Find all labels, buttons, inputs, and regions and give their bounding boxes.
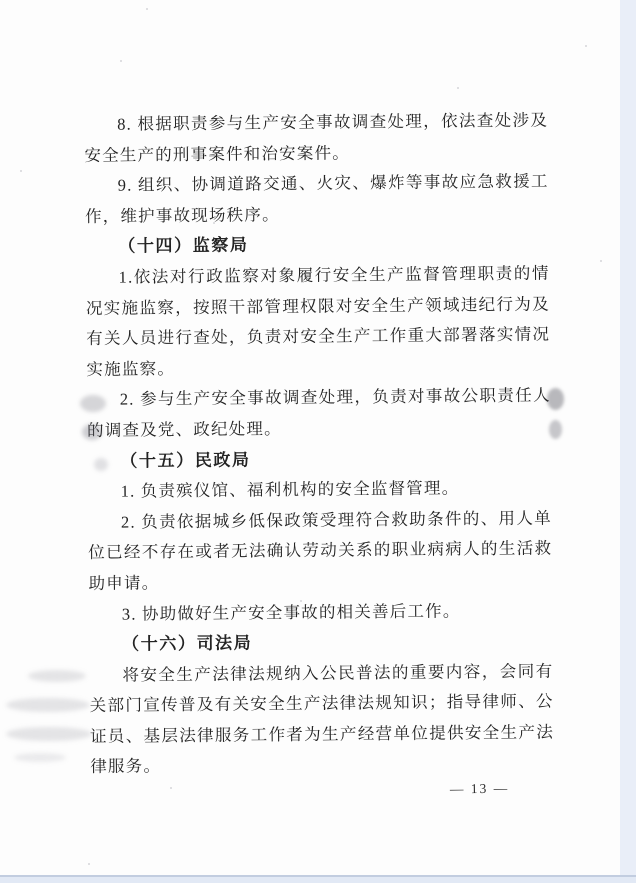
scan-speck	[213, 222, 215, 224]
scan-speck	[600, 260, 602, 262]
scan-speck	[146, 8, 148, 10]
scan-speck	[88, 863, 90, 865]
scan-speck	[300, 600, 302, 602]
section-heading: （十五）民政局	[120, 449, 251, 471]
section-heading: （十六）司法局	[122, 633, 253, 654]
body-paragraph: 2. 参与生产安全事故调查处理，负责对事故公职责任人的调查及党、政纪处理。	[86, 385, 551, 440]
scan-speck	[457, 87, 459, 89]
body-paragraph: 9. 组织、协调道路交通、火灾、爆炸等事故应急救援工作，维护事故现场秩序。	[84, 171, 549, 226]
page-number: — 13 —	[449, 780, 510, 797]
scan-smudge	[28, 670, 86, 682]
scan-edge-right	[620, 0, 636, 883]
document-body	[84, 106, 554, 783]
body-paragraph: 1. 负责殡仪馆、福利机构的安全监督管理。	[120, 478, 460, 501]
scan-edge-bottom	[0, 875, 636, 883]
body-paragraph: 2. 负责依据城乡低保政策受理符合救助条件的、用人单位已经不存在或者无法确认劳动关系的职业病病人的生活救助申请。	[88, 508, 553, 593]
scan-speck	[20, 170, 22, 172]
scan-speck	[120, 60, 122, 62]
body-paragraph: 8. 根据职责参与生产安全事故调查处理，依法查处涉及安全生产的刑事案件和治安案件。	[84, 110, 549, 165]
paragraphs	[84, 106, 554, 783]
scan-smudge	[6, 727, 92, 741]
scan-smudge	[6, 698, 90, 712]
body-paragraph: 将安全生产法律法规纳入公民普法的重要内容，会同有关部门宣传普及有关安全生产法律法规知识；指导律师、公证员、基层法律服务工作者为生产经营单位提供安全生产法律服务。	[89, 661, 555, 777]
section-heading: （十四）监察局	[118, 235, 249, 257]
scan-speck	[585, 45, 587, 47]
scan-smudge	[14, 753, 66, 762]
body-paragraph: 1.依法对行政监察对象履行安全生产监督管理职责的情况实施监察，按照干部管理权限对安全生产领域违纪行为及有关人员进行查处，负责对安全生产工作重大部署落实情况实施监察。	[85, 263, 551, 379]
scan-speck	[170, 787, 172, 789]
body-paragraph: 3. 协助做好生产安全事故的相关善后工作。	[121, 600, 461, 624]
